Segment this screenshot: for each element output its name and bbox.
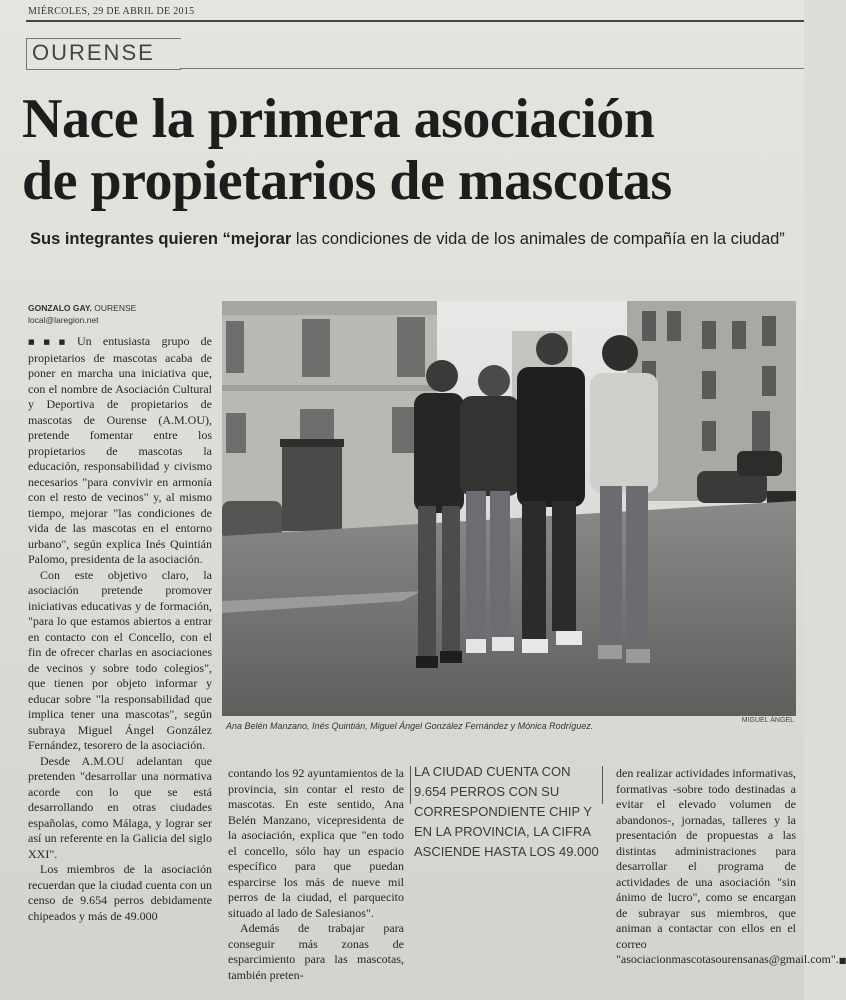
dateline: MIÉRCOLES, 29 DE ABRIL DE 2015 — [28, 6, 195, 17]
end-mark-icon: ■ — [838, 956, 846, 965]
photo-caption: Ana Belén Manzano, Inés Quintián, Miguel Ángel González Fernández y Mónica Rodríguez. — [226, 721, 594, 731]
paragraph: Con este objetivo claro, la asociación pretende promover iniciativas educativas y de formación, "para lo que estamos abiertos a entrar en contacto con el Concello, con el fin de ofrecer charlas en asociaciones de vecinos y sobre todo colegios", que tienen por objeto informar y educar sobre "la responsabilidad que implica tener una mascotas", según subraya Miguel Ángel González Fernández, tesorero de la asociación. — [28, 567, 212, 752]
top-rule — [26, 20, 804, 22]
byline-author: GONZALO GAY. — [28, 303, 92, 313]
section-rule — [180, 68, 804, 69]
lead-squares-icon: ■■■ — [28, 338, 75, 346]
article-column-4 — [616, 766, 846, 996]
paragraph: den realizar actividades informativas, formativas -sobre todo destinadas a evitar el elevado volumen de abandonos-, jornadas, talleres y la presentación de propuestas a las distintas administraciones para desarrollar el programa de actividades de una asociación "sin ánimo de lucro", como se encargan de subrayar sus miembros, que animan a contactar con ellos en el correo "asociacionmascotasourensanas@gmail.com".■ — [616, 766, 846, 966]
headline — [22, 88, 802, 212]
byline — [28, 302, 136, 326]
subhead-bold: Sus integrantes quieren “mejorar — [30, 230, 292, 248]
article-column-2 — [228, 766, 404, 996]
paragraph: contando los 92 ayuntamientos de la provincia, sin contar el resto de mascotas. En este sentido, Ana Belén Manzano, vicepresidenta de la asociación, explica que "en todo el concello, sólo hay un espacio específico para que puedan esparcirse los más de nueve mil perros de la ciudad, el parquecito situado al lado de Salesianos". — [228, 766, 404, 920]
byline-email: local@laregion.net — [28, 315, 99, 325]
subhead-regular: las condiciones de vida de los animales de compañía en la ciudad” — [291, 230, 785, 248]
pullquote-rule-right — [602, 766, 603, 804]
street-group-photo-image — [222, 301, 796, 716]
paragraph: Desde A.M.OU adelantan que pretenden "desarrollar una normativa acorde con lo que se está desarrollando en otras ciudades españolas, como Málaga, y lograr ser así un referente en la Galicia del siglo XXI". — [28, 753, 212, 861]
photo-credit: MIGUEL ÁNGEL — [741, 717, 794, 724]
article-photo — [222, 301, 796, 716]
article-column-1 — [28, 334, 212, 996]
people-silhouettes — [414, 333, 658, 668]
section-title: OURENSE — [32, 40, 155, 65]
paragraph: Los miembros de la asociación recuerdan que la ciudad cuenta con un censo de 9.654 perros debidamente chipeados y más de 49.000 — [28, 862, 212, 923]
paragraph: Además de trabajar para conseguir más zonas de esparcimiento para las mascotas, también preten- — [228, 921, 404, 982]
paragraph: ■■■ Un entusiasta grupo de propietarios de mascotas acaba de poner en marcha una iniciativa que, con el nombre de Asociación Cultural y Deportiva de propietarios de mascotas de Ourense (A.M.OU), pretende fomentar entre los propietarios de mascotas la educación, responsabilidad y civismo necesarios "para convivir en armonía con el resto de vecinos" y, al mismo tiempo, mejorar "las condiciones de vida de las mascotas en el entorno urbano", según explica Inés Quintián Palomo, presidenta de la asociación. — [28, 334, 212, 566]
headline-line-1: Nace la primera asociación — [22, 88, 655, 150]
pullquote: LA CIUDAD CUENTA CON 9.654 PERROS CON SU CORRESPONDIENTE CHIP Y EN LA PROVINCIA, LA CIFRA ASCIENDE HASTA LOS 49.000 — [414, 764, 599, 859]
headline-line-2: de propietarios de mascotas — [22, 150, 672, 212]
pullquote-rule-left — [410, 766, 411, 804]
subheadline — [30, 230, 800, 249]
byline-place: OURENSE — [91, 303, 137, 313]
